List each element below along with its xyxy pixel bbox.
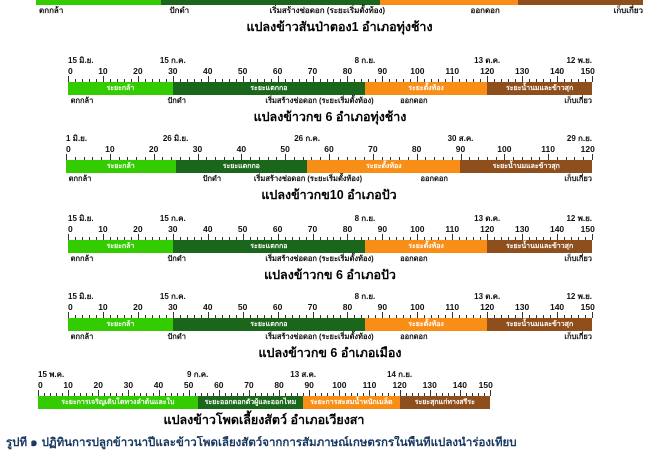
stage-label: ระยะน้ำนมและข้าวสุก xyxy=(505,243,574,250)
axis-number: 120 xyxy=(480,302,495,312)
axis-number: 50 xyxy=(237,66,248,76)
axis-number: 110 xyxy=(362,380,377,390)
tick-mark xyxy=(490,390,491,396)
event-label: เก็บเกี่ยว xyxy=(564,174,592,183)
axis-number: 30 xyxy=(168,66,178,76)
bar-segment xyxy=(307,160,460,173)
date-label: 15 มิ.ย. xyxy=(68,56,94,65)
bar-segment xyxy=(176,160,308,173)
axis-number: 120 xyxy=(480,224,495,234)
axis-number: 10 xyxy=(105,144,115,154)
date-label: 12 พ.ย. xyxy=(566,292,592,301)
axis-number: 70 xyxy=(244,380,254,390)
stage-label: ระยะตั้งท้อง xyxy=(408,85,444,92)
stage-label: ระยะสุกแก่ทางสรีระ xyxy=(414,399,475,406)
date-label: 8 ก.ย. xyxy=(354,56,376,65)
stage-label: ระยะกล้า xyxy=(106,321,135,328)
axis-number: 80 xyxy=(342,66,353,76)
bar-segment xyxy=(365,82,487,95)
axis-number: 10 xyxy=(63,380,73,390)
axis-number: 40 xyxy=(153,380,164,390)
axis-number: 100 xyxy=(332,380,347,390)
stage-label: ระยะตั้งท้อง xyxy=(408,321,444,328)
axis-number: 90 xyxy=(377,66,388,76)
axis-number-row xyxy=(68,224,595,234)
event-label: ออกดอก xyxy=(400,332,428,341)
tick-mark xyxy=(592,154,593,160)
stage-bar xyxy=(68,318,592,331)
axis-number: 20 xyxy=(148,144,159,154)
axis-number: 40 xyxy=(202,224,213,234)
figure-caption-text: ปฏิทินการปลูกข้าวนาปีและข้าวโพดเลี้ยงสัตว์จากการสัมภาษณ์เกษตรกรในพื้นที่แปลงนำร่องเทียบ xyxy=(41,437,517,449)
axis-number: 140 xyxy=(452,380,467,390)
axis-number: 90 xyxy=(377,224,388,234)
axis-number: 60 xyxy=(214,380,224,390)
date-row xyxy=(38,369,490,380)
event-label: ปักดำ xyxy=(167,254,186,263)
axis-number: 140 xyxy=(549,224,565,234)
axis-number-row xyxy=(68,66,595,76)
axis-number: 40 xyxy=(202,66,213,76)
stage-label: ระยะแตกกอ xyxy=(250,243,288,250)
chart-3 xyxy=(66,133,595,203)
event-label: ตกกล้า xyxy=(70,332,94,341)
date-label: 15 มิ.ย. xyxy=(68,292,94,301)
figure-caption-number: รูปที่ ๑ xyxy=(6,437,38,449)
axis-number: 110 xyxy=(541,144,556,154)
date-label: 13 ต.ค. xyxy=(474,214,501,223)
axis-number: 130 xyxy=(515,224,530,234)
bar-segment xyxy=(68,240,173,253)
bar-segment xyxy=(460,160,592,173)
bar-segment xyxy=(198,396,303,409)
axis-number: 50 xyxy=(280,144,290,154)
event-label: ออกดอก xyxy=(400,96,428,105)
event-label: เก็บเกี่ยว xyxy=(564,332,592,341)
date-row xyxy=(68,291,592,302)
date-label: 30 ส.ค. xyxy=(447,134,474,143)
date-row xyxy=(68,213,592,224)
axis-number: 20 xyxy=(93,380,103,390)
axis-number: 0 xyxy=(68,224,73,234)
date-label: 26 ก.ค. xyxy=(294,134,320,143)
event-label: ออกดอก xyxy=(470,6,500,15)
stage-bar xyxy=(68,82,592,95)
stage-label: ระยะกล้า xyxy=(106,163,135,170)
axis-number-row xyxy=(68,302,595,312)
figure-caption xyxy=(6,436,650,451)
axis-number: 40 xyxy=(202,302,213,312)
chart-caption: แปลงข้าวโพดเลี้ยงสัตว์ อำเภอเวียงสา xyxy=(163,413,365,427)
event-label: ปักดำ xyxy=(169,6,190,15)
stage-label: ระยะน้ำนมและข้าวสุก xyxy=(505,85,574,92)
event-label: ปักดำ xyxy=(202,174,222,183)
axis-number: 0 xyxy=(68,302,73,312)
axis-number: 20 xyxy=(133,66,143,76)
chart-5 xyxy=(68,291,595,361)
date-label: 9 ก.ค. xyxy=(187,370,209,379)
axis-number: 140 xyxy=(549,302,565,312)
event-label: ตกกล้า xyxy=(68,174,92,183)
stage-label: ระยะแตกกอ xyxy=(222,163,260,170)
stage-label: ระยะกล้า xyxy=(106,85,135,92)
axis-number: 70 xyxy=(307,66,318,76)
axis-number: 100 xyxy=(410,66,425,76)
bar-segment xyxy=(365,318,487,331)
event-label: เก็บเกี่ยว xyxy=(564,96,592,105)
chart-1 xyxy=(36,0,643,35)
stage-label: ระยะตั้งท้อง xyxy=(408,243,444,250)
stage-label: ระยะตั้งท้อง xyxy=(365,163,402,170)
stage-label: ระยะออกดอกตัวผู้และออกไหม xyxy=(204,399,297,406)
date-label: 12 พ.ย. xyxy=(566,56,592,65)
axis-number: 30 xyxy=(192,144,203,154)
date-label: 13 ส.ค. xyxy=(290,370,317,379)
event-label: ปักดำ xyxy=(167,96,186,105)
axis-number: 50 xyxy=(183,380,194,390)
date-label: 15 ก.ค. xyxy=(159,292,186,301)
date-label: 15 ก.ค. xyxy=(159,56,186,65)
tick-mark xyxy=(592,312,593,318)
axis-number: 130 xyxy=(515,66,530,76)
date-label: 12 พ.ย. xyxy=(566,214,592,223)
bar-segment xyxy=(68,318,173,331)
axis-number: 40 xyxy=(236,144,247,154)
axis-number: 90 xyxy=(377,302,388,312)
axis-number: 130 xyxy=(422,380,437,390)
date-label: 13 ต.ค. xyxy=(474,56,501,65)
bar-segment xyxy=(173,82,365,95)
date-row xyxy=(68,55,592,66)
axis-number: 60 xyxy=(272,224,283,234)
axis-number: 90 xyxy=(304,380,314,390)
date-label: 29 ก.ย. xyxy=(566,134,592,143)
bar-segment xyxy=(487,240,592,253)
axis-number: 150 xyxy=(580,224,595,234)
event-label: เริ่มสร้างช่อดอก (ระยะเริ่มตั้งท้อง) xyxy=(265,96,374,105)
date-label: 8 ก.ย. xyxy=(354,292,376,301)
date-label: 8 ก.ย. xyxy=(354,214,376,223)
date-label: 15 ก.ค. xyxy=(159,214,186,223)
event-label: ออกดอก xyxy=(420,174,448,183)
event-label: เริ่มสร้างช่อดอก (ระยะเริ่มตั้งท้อง) xyxy=(265,332,374,341)
event-label-row xyxy=(36,5,643,16)
tick-mark xyxy=(592,234,593,240)
axis-number: 130 xyxy=(515,302,530,312)
axis-number: 0 xyxy=(68,66,73,76)
axis-number: 30 xyxy=(168,302,178,312)
event-label: เก็บเกี่ยว xyxy=(613,6,643,15)
axis-number: 150 xyxy=(580,66,595,76)
event-label: ปักดำ xyxy=(167,332,186,341)
axis-number: 110 xyxy=(445,66,460,76)
stage-label: ระยะแตกกอ xyxy=(250,321,288,328)
event-label-row xyxy=(68,95,592,106)
event-label: ตกกล้า xyxy=(70,96,94,105)
chart-caption: แปลงข้าวกข 6 อำเภอเมือง xyxy=(258,346,402,360)
bar-segment xyxy=(365,240,487,253)
axis-number-row xyxy=(38,380,493,390)
date-label: 15 มิ.ย. xyxy=(68,214,94,223)
chart-4 xyxy=(68,213,595,283)
axis-number: 150 xyxy=(580,302,595,312)
event-label-row xyxy=(68,331,592,342)
axis-number: 60 xyxy=(272,66,283,76)
axis-number: 0 xyxy=(38,380,43,390)
axis-number: 100 xyxy=(410,224,425,234)
event-label: เก็บเกี่ยว xyxy=(564,254,592,263)
bar-segment xyxy=(487,318,592,331)
event-label: เริ่มสร้างช่อดอก (ระยะเริ่มตั้งท้อง) xyxy=(265,254,374,263)
axis-number: 10 xyxy=(98,302,108,312)
stage-label: ระยะน้ำนมและข้าวสุก xyxy=(505,321,574,328)
axis-number: 80 xyxy=(342,224,353,234)
chart-caption: แปลงข้าวสันป่าตอง1 อำเภอทุ่งช้าง xyxy=(246,20,433,34)
stage-bar xyxy=(66,160,592,173)
chart-caption: แปลงข้าวกข 6 อำเภอปัว xyxy=(264,268,396,282)
axis-number: 120 xyxy=(392,380,407,390)
axis-number: 80 xyxy=(274,380,284,390)
bar-segment xyxy=(38,396,198,409)
bar-segment xyxy=(400,396,490,409)
event-label: ตกกล้า xyxy=(70,254,94,263)
event-label: เริ่มสร้างช่อดอก (ระยะเริ่มตั้งท้อง) xyxy=(269,6,386,15)
date-label: 14 ก.ย. xyxy=(387,370,413,379)
axis-number: 80 xyxy=(411,144,422,154)
axis-number: 50 xyxy=(237,224,248,234)
stage-bar xyxy=(38,396,490,409)
axis-number: 10 xyxy=(98,66,108,76)
bar-segment xyxy=(303,396,399,409)
axis-number: 140 xyxy=(549,66,565,76)
axis-number: 120 xyxy=(580,144,595,154)
axis-number: 100 xyxy=(497,144,512,154)
axis-number: 80 xyxy=(342,302,353,312)
axis-number: 70 xyxy=(307,302,318,312)
axis-number: 60 xyxy=(324,144,334,154)
axis-number: 20 xyxy=(133,302,143,312)
chart-caption: แปลงข้าวกข10 อำเภอปัว xyxy=(261,188,397,202)
chart-6 xyxy=(38,369,493,428)
stage-label: ระยะการเจริญเติบโตทางลำต้นและใบ xyxy=(61,399,175,406)
stage-bar xyxy=(68,240,592,253)
event-label: ตกกล้า xyxy=(39,6,64,15)
axis-number-row xyxy=(66,144,595,154)
event-label-row xyxy=(68,253,592,264)
axis-number: 120 xyxy=(480,66,495,76)
axis-number: 90 xyxy=(455,144,466,154)
event-label: ออกดอก xyxy=(400,254,428,263)
axis-number: 70 xyxy=(368,144,378,154)
axis-number: 60 xyxy=(272,302,283,312)
event-label: เริ่มสร้างช่อดอก (ระยะเริ่มตั้งท้อง) xyxy=(253,174,363,183)
axis-number: 110 xyxy=(445,302,460,312)
bar-segment xyxy=(66,160,176,173)
axis-number: 70 xyxy=(307,224,318,234)
axis-number: 150 xyxy=(478,380,493,390)
chart-caption: แปลงข้าวกข 6 อำเภอทุ่งช้าง xyxy=(253,110,407,124)
axis-number: 10 xyxy=(98,224,108,234)
date-label: 1 มิ.ย. xyxy=(66,134,88,143)
date-label: 26 มิ.ย. xyxy=(162,134,189,143)
axis-number: 20 xyxy=(133,224,143,234)
bar-segment xyxy=(487,82,592,95)
axis-number: 100 xyxy=(410,302,425,312)
bar-segment xyxy=(173,240,365,253)
date-label: 13 ต.ค. xyxy=(474,292,501,301)
stage-label: ระยะน้ำนมและข้าวสุก xyxy=(492,163,560,170)
date-row xyxy=(66,133,592,144)
tick-mark xyxy=(592,76,593,82)
stage-label: ระยะกล้า xyxy=(106,243,135,250)
axis-number: 110 xyxy=(445,224,460,234)
stage-label: ระยะแตกกอ xyxy=(250,85,288,92)
axis-number: 30 xyxy=(168,224,178,234)
axis-number: 30 xyxy=(123,380,134,390)
axis-number: 0 xyxy=(66,144,71,154)
bar-segment xyxy=(173,318,365,331)
axis-number: 50 xyxy=(237,302,248,312)
stage-label: ระยะการสะสมน้ำหนักเมล็ด xyxy=(310,399,393,406)
chart-2 xyxy=(68,55,595,125)
event-label-row xyxy=(66,173,592,184)
bar-segment xyxy=(68,82,173,95)
date-label: 15 พ.ค. xyxy=(38,370,65,379)
